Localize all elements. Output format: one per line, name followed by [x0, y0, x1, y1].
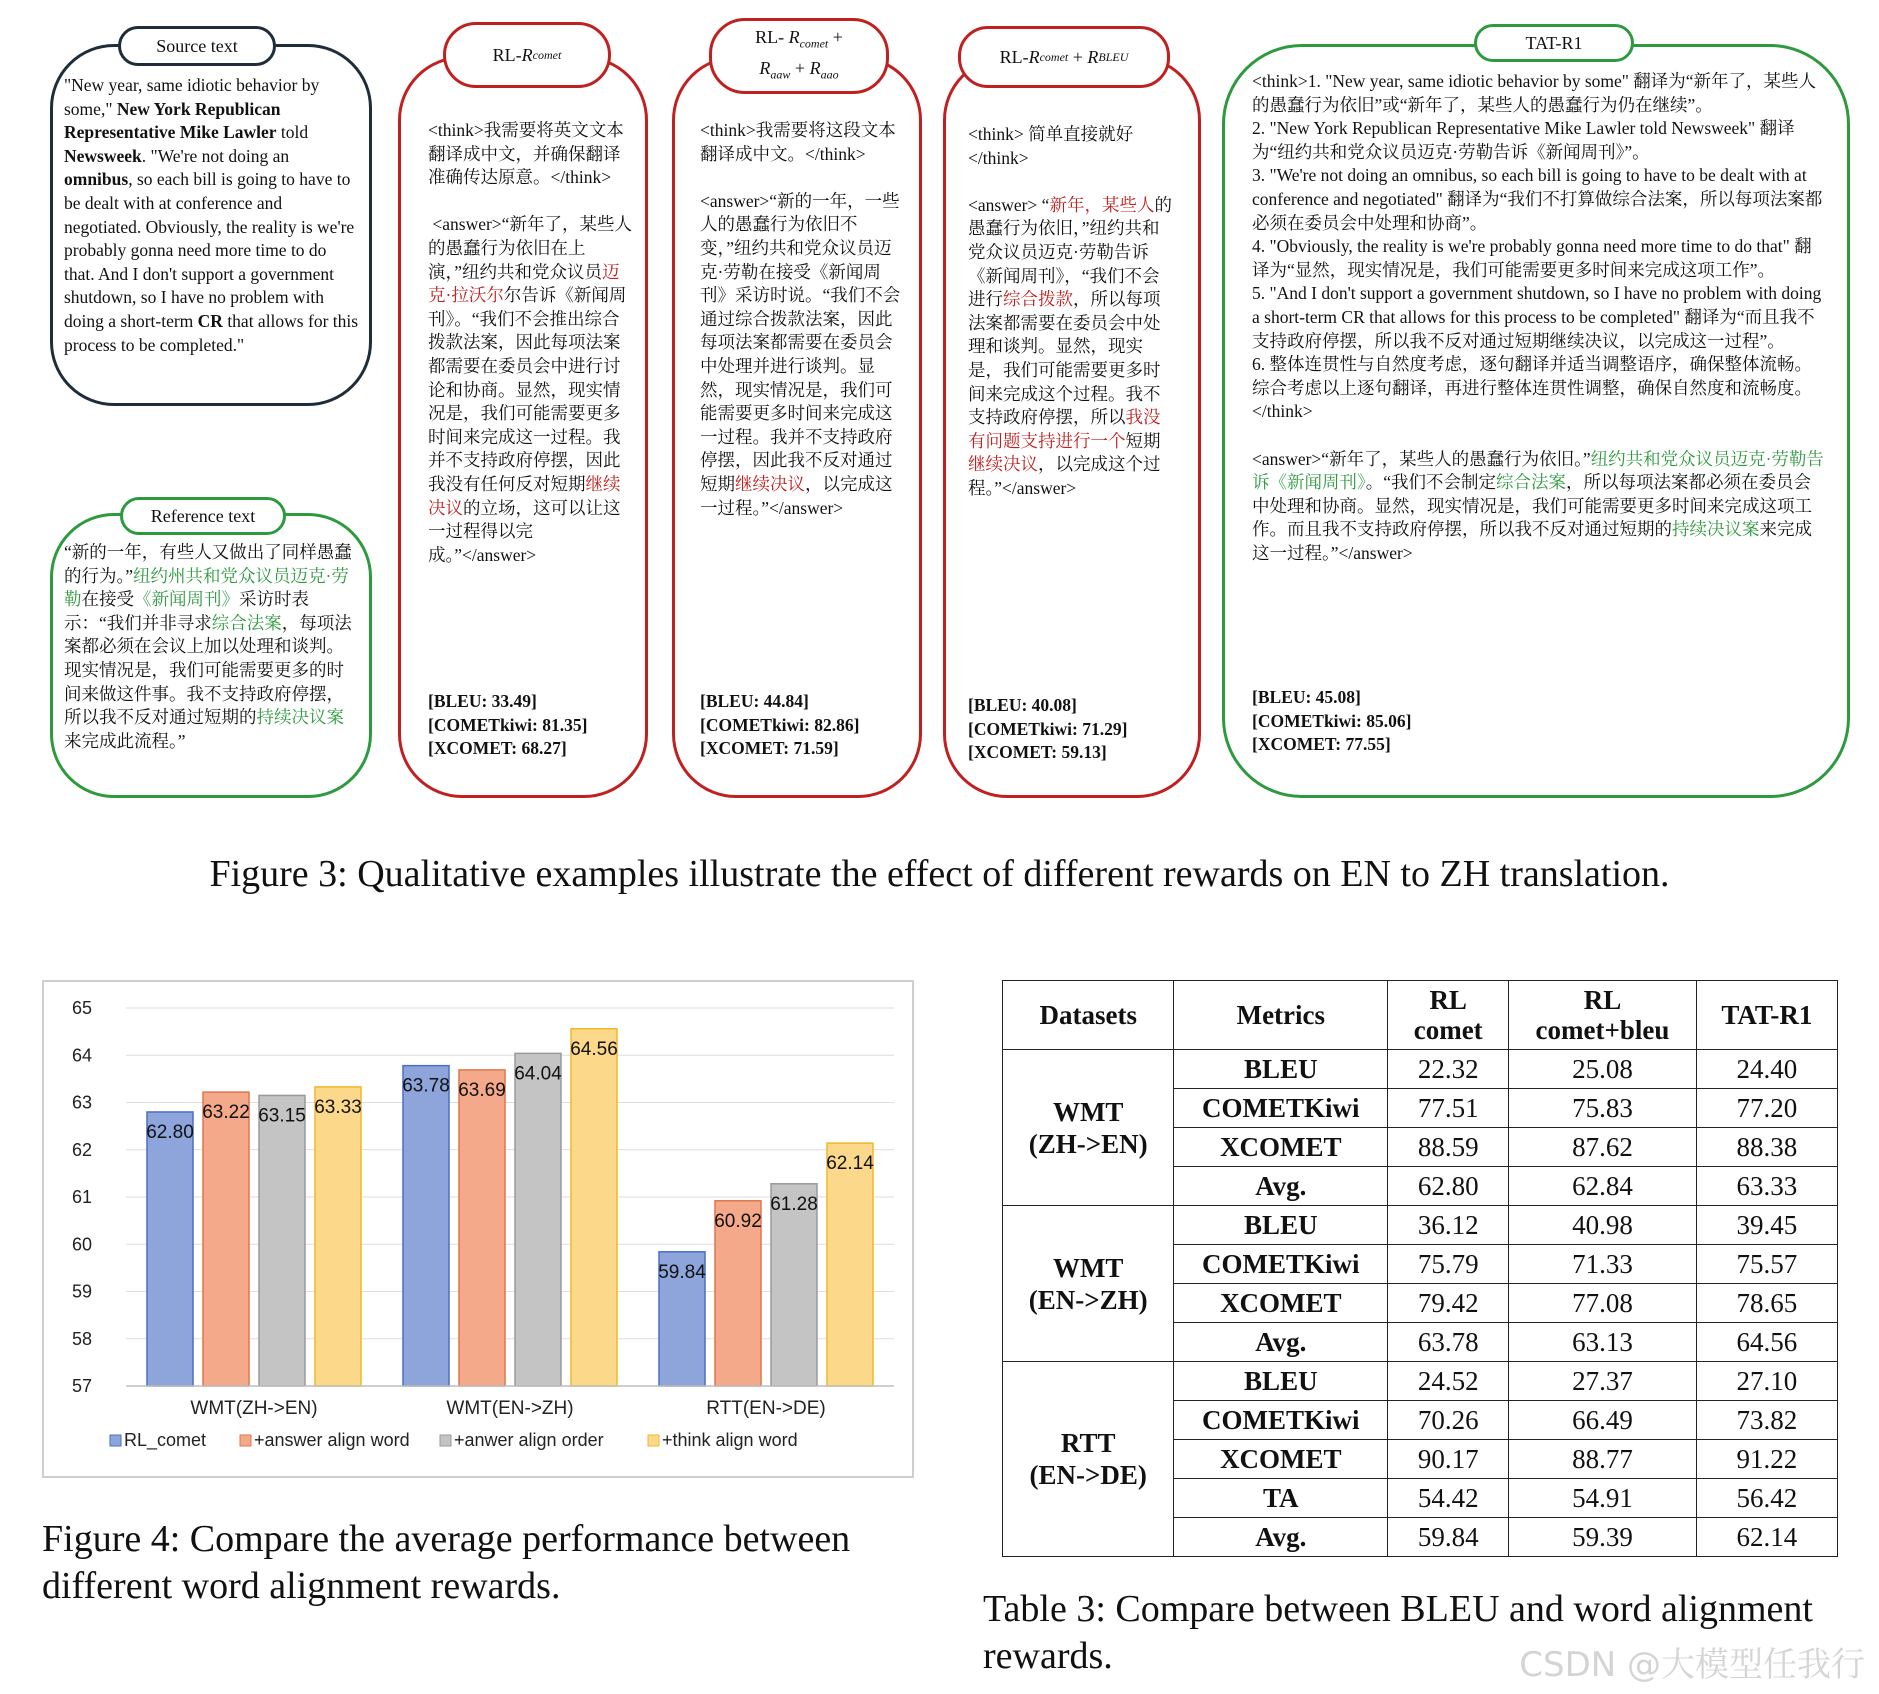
text-run: 来完成这一过程。”</answer>: [1252, 519, 1812, 563]
text-run: 纽约共和党众议员迈克·劳勒告诉《新闻周刊》: [1252, 448, 1824, 493]
x-tick-label: RTT(EN->DE): [706, 1398, 826, 1419]
text-run: 继续决议: [968, 454, 1038, 475]
value-cell: 88.77: [1509, 1440, 1697, 1479]
value-cell: 70.26: [1388, 1401, 1509, 1440]
value-cell: 59.84: [1388, 1518, 1509, 1557]
text-run: . "We're not doing an: [141, 145, 294, 166]
dataset-cell: RTT (EN->DE): [1003, 1362, 1174, 1557]
text-run: 综合法案: [211, 612, 282, 633]
value-cell: 90.17: [1388, 1440, 1509, 1479]
text-run: 新年，某些人: [1049, 194, 1155, 215]
table-3: [1002, 980, 1838, 1557]
text-run: CR: [197, 310, 223, 331]
value-cell: 54.91: [1509, 1479, 1697, 1518]
text-run: 继续决议: [735, 473, 805, 494]
text-run: "New year, same idiotic behavior by some,": [64, 75, 324, 119]
text-run: <think>1. "New year, same idiotic behavior by some" 翻译为“新年了，某些人的愚蠢行为依旧”或“新年了，某些人的愚蠢行为仍在继续”。 2. "New York Republican Representative Mike Lawler told Newsweek" 翻译为“纽约共和党众议员迈克·劳勒告诉《新闻周刊》”。 3. "We're not doing an omnibus, so each bill is going to have to be dealt with at conference and negotiated" 翻译为“我们不打算做综合法案，所以每项法案都必须在委员会中处理和协商”。 4. "Obviously, the reality is we're probably gonna need more time to do that" 翻译为“显然，现实情况是，我们可能需要更多时间来完成这项工作”。 5. "And I don't support a government shutdown, so I have no problem with doing a short-term CR that allows for this process to be completed" 翻译为“而且我不支持政府停摆，所以我不反对通过短期继续决议，以完成这一过程”。 6. 整体连贯性与自然度考虑，逐句翻译并适当调整语序，确保整体流畅。 综合考虑以上逐句翻译，再进行整体连贯性调整，确保自然度和流畅度。</think> <answer>“新年了，某些人的愚蠢行为依旧。”: [1252, 71, 1823, 469]
value-cell: 39.45: [1696, 1206, 1837, 1245]
metric-cell: BLEU: [1174, 1362, 1388, 1401]
value-cell: 79.42: [1388, 1284, 1509, 1323]
text-run: <think>我需要将这段文本翻译成中文。</think> <answer>“新的一年，一些人的愚蠢行为依旧不变，”纽约共和党众议员迈克·劳勒在接受《新闻周刊》采访时说。“我们不会通过综合拨款法案，因此每项法案都需要在委员会中处理并进行谈判。显然，现实情况是，我们可能需要更多时间来完成这一过程。我并不支持政府停摆，因此我不反对通过短期: [700, 120, 901, 494]
legend-label: +answer align word: [254, 1430, 410, 1450]
text-run: 《新闻周刊》: [134, 589, 239, 610]
value-cell: 75.83: [1509, 1089, 1697, 1128]
metric-cell: BLEU: [1174, 1206, 1388, 1245]
y-tick-label: 60: [71, 1234, 93, 1255]
bar: [147, 1112, 193, 1386]
text-run: 迈克·拉沃尔: [428, 261, 620, 306]
x-tick-label: WMT(ZH->EN): [190, 1398, 318, 1419]
value-cell: 91.22: [1696, 1440, 1837, 1479]
value-cell: 62.14: [1696, 1518, 1837, 1557]
y-tick-label: 59: [71, 1281, 93, 1302]
rl-comet-bleu-tag: RL- R comet + R BLEU: [958, 26, 1170, 88]
value-cell: 77.08: [1509, 1284, 1697, 1323]
value-cell: 63.33: [1696, 1167, 1837, 1206]
legend-label: +think align word: [662, 1430, 798, 1450]
text-run: 。“我们不会制定: [1365, 472, 1497, 493]
value-cell: 62.80: [1388, 1167, 1509, 1206]
rl-comet-align-scores: [BLEU: 44.84] [COMETkiwi: 82.86] [XCOMET: 71.59]: [700, 691, 860, 759]
text-run: “新的一年，有些人又做出了同样愚蠢的行为。”: [64, 542, 352, 586]
text-run: New York Republican Representative Mike Lawler: [64, 98, 285, 143]
bar: [459, 1070, 505, 1386]
table-header-cell: Metrics: [1174, 981, 1388, 1050]
rl-comet-tag: RL- R comet: [443, 22, 611, 88]
text-run: 短期: [1125, 430, 1161, 451]
metric-cell: COMETKiwi: [1174, 1401, 1388, 1440]
source-text-tag: Source text: [118, 26, 276, 66]
tat-r1-body: [1252, 70, 1824, 565]
table-header-cell: Datasets: [1003, 981, 1174, 1050]
text-run: 持续决议案: [256, 707, 344, 728]
text-run: , so each bill is going to have to be dealt with at conference and negotiated. Obviously, the reality is we're probably gonna need more time to do that. And I don't support a government shutdown, so I have no problem with doing a short-term: [64, 169, 359, 331]
figure-3-caption: Figure 3: Qualitative examples illustrate the effect of different rewards on EN to ZH translation.: [209, 853, 1670, 895]
value-cell: 77.20: [1696, 1089, 1837, 1128]
table-3-caption: Table 3: Compare between BLEU and word alignment rewards.: [983, 1588, 1813, 1677]
table-header-cell: RL comet: [1388, 981, 1509, 1050]
bar: [571, 1029, 617, 1386]
y-tick-label: 64: [71, 1045, 93, 1066]
text-run: <think> 简单直接就好</think> <answer> “: [968, 124, 1134, 215]
text-run: ，所以每项法案都需要在委员会中处理和谈判。显然，现实是，我们可能需要更多时间来完成这个过程。我不支持政府停摆，所以: [968, 289, 1161, 428]
metric-cell: XCOMET: [1174, 1440, 1388, 1479]
bar: [827, 1143, 873, 1386]
metric-cell: XCOMET: [1174, 1284, 1388, 1323]
metric-cell: XCOMET: [1174, 1128, 1388, 1167]
value-cell: 40.98: [1509, 1206, 1697, 1245]
reference-text-tag: Reference text: [120, 497, 286, 535]
value-cell: 88.38: [1696, 1128, 1837, 1167]
value-cell: 25.08: [1509, 1050, 1697, 1089]
text-run: 的愚蠢行为依旧，”纽约共和党众议员迈克·劳勒告诉《新闻周刊》，“我们不会进行: [968, 194, 1172, 310]
value-cell: 27.10: [1696, 1362, 1837, 1401]
value-cell: 77.51: [1388, 1089, 1509, 1128]
value-cell: 36.12: [1388, 1206, 1509, 1245]
value-cell: 27.37: [1509, 1362, 1697, 1401]
text-run: ，以完成这一过程。”</answer>: [700, 473, 893, 518]
value-cell: 75.79: [1388, 1245, 1509, 1284]
metric-cell: Avg.: [1174, 1167, 1388, 1206]
text-run: 我没有问题支持进行一个: [968, 407, 1161, 451]
y-tick-label: 65: [71, 998, 93, 1018]
legend-swatch: [110, 1435, 121, 1446]
value-cell: 71.33: [1509, 1245, 1697, 1284]
text-run: 继续决议: [428, 473, 621, 518]
bar-chart: [44, 982, 912, 1476]
text-run: ，每项法案都必须在会议上加以处理和谈判。现实情况是，我们可能需要更多的时间来做这件事。我不支持政府停摆，所以我不反对通过短期的: [64, 612, 352, 728]
value-cell: 63.13: [1509, 1323, 1697, 1362]
dataset-cell: WMT (EN->ZH): [1003, 1206, 1174, 1362]
y-tick-label: 63: [71, 1092, 93, 1113]
rl-comet-bleu-body: [968, 123, 1176, 501]
x-tick-label: WMT(EN->ZH): [446, 1398, 574, 1419]
metric-cell: TA: [1174, 1479, 1388, 1518]
data-label: 61.28: [770, 1193, 818, 1215]
bar: [203, 1092, 249, 1386]
legend-label: RL_comet: [124, 1430, 207, 1450]
value-cell: 75.57: [1696, 1245, 1837, 1284]
bar: [403, 1066, 449, 1386]
data-label: 63.78: [402, 1075, 450, 1097]
source-text-body: [64, 74, 363, 357]
text-run: omnibus: [64, 169, 129, 190]
legend-swatch: [240, 1435, 251, 1446]
rl-comet-tag-label: RL-: [492, 45, 522, 65]
value-cell: 88.59: [1388, 1128, 1509, 1167]
rl-comet-align-tag: RL- $R_{comet}$ + $R_{aaw} + R_{aao}$: [709, 18, 889, 94]
metric-cell: Avg.: [1174, 1518, 1388, 1557]
text-run: 尔告诉《新闻周刊》。“我们不会推出综合拨款法案，因此每项法案都需要在委员会中进行讨论和协商。显然，现实情况是，我们可能需要更多时间来完成这一过程。我并不支持政府停摆，因此我没有任何反对短期: [428, 285, 627, 494]
watermark: CSDN @大模型任我行: [1519, 1645, 1865, 1685]
value-cell: 62.84: [1509, 1167, 1697, 1206]
reference-text-body: [64, 541, 356, 753]
value-cell: 24.52: [1388, 1362, 1509, 1401]
data-label: 63.22: [202, 1102, 250, 1124]
y-tick-label: 62: [71, 1139, 93, 1160]
legend-swatch: [440, 1435, 451, 1446]
bar: [315, 1087, 361, 1386]
legend-label: +anwer align order: [454, 1430, 604, 1450]
metric-cell: Avg.: [1174, 1323, 1388, 1362]
tat-r1-tag: TAT-R1: [1474, 24, 1634, 62]
rl-comet-body: [428, 119, 632, 567]
table-row: [1003, 1050, 1838, 1089]
text-run: <think>我需要将英文文本翻译成中文，并确保翻译准确传达原意。</think> <answer>“新年了，某些人的愚蠢行为依旧在上演，”纽约共和党众议员: [428, 120, 632, 282]
text-run: 在接受: [81, 589, 134, 610]
table-header-cell: RL comet+bleu: [1509, 981, 1697, 1050]
value-cell: 87.62: [1509, 1128, 1697, 1167]
bar: [515, 1053, 561, 1386]
metric-cell: COMETKiwi: [1174, 1089, 1388, 1128]
text-run: 来完成此流程。”: [64, 730, 186, 751]
table-header-cell: TAT-R1: [1696, 981, 1837, 1050]
value-cell: 22.32: [1388, 1050, 1509, 1089]
figure-4-chart: [42, 980, 914, 1478]
table-row: [1003, 1362, 1838, 1401]
metric-cell: BLEU: [1174, 1050, 1388, 1089]
text-run: told: [276, 122, 313, 143]
text-run: 综合拨款: [1003, 289, 1073, 310]
y-tick-label: 61: [71, 1187, 93, 1207]
data-label: 60.92: [714, 1210, 762, 1232]
rl-comet-scores: [BLEU: 33.49] [COMETkiwi: 81.35] [XCOMET: 68.27]: [428, 691, 588, 759]
value-cell: 54.42: [1388, 1479, 1509, 1518]
rl-comet-align-body: [700, 119, 906, 520]
value-cell: 56.42: [1696, 1479, 1837, 1518]
data-label: 64.56: [570, 1038, 618, 1060]
value-cell: 59.39: [1509, 1518, 1697, 1557]
table-row: [1003, 1206, 1838, 1245]
text-run: 持续决议案: [1672, 519, 1760, 540]
data-label: 59.84: [658, 1261, 706, 1283]
data-label: 64.04: [514, 1063, 562, 1085]
metric-cell: COMETKiwi: [1174, 1245, 1388, 1284]
text-run: 采访时表示：“我们并非寻求: [64, 589, 309, 633]
value-cell: 78.65: [1696, 1284, 1837, 1323]
data-label: 63.69: [458, 1079, 506, 1101]
text-run: Newsweek: [64, 145, 142, 166]
tat-r1-scores: [BLEU: 45.08] [COMETkiwi: 85.06] [XCOMET: 77.55]: [1252, 687, 1412, 755]
value-cell: 64.56: [1696, 1323, 1837, 1362]
text-run: ，所以每项法案都必须在委员会中处理和协商。显然，现实情况是，我们可能需要更多时间来完成这项工作。而且我不支持政府停摆，所以我不反对通过短期的: [1252, 472, 1812, 540]
bar: [259, 1095, 305, 1386]
rl-comet-bleu-scores: [BLEU: 40.08] [COMETkiwi: 71.29] [XCOMET: 59.13]: [968, 695, 1128, 763]
text-run: that allows for this process to be completed.": [64, 310, 363, 355]
figure-4-caption: Figure 4: Compare the average performance between different word alignment rewards.: [42, 1518, 851, 1607]
text-run: 纽约州共和党众议员迈克·劳勒: [64, 565, 349, 610]
data-label: 63.15: [258, 1105, 306, 1127]
dataset-cell: WMT (ZH->EN): [1003, 1050, 1174, 1206]
text-run: 的立场，这可以让这一过程得以完成。”</answer>: [428, 497, 621, 565]
y-tick-label: 57: [71, 1376, 93, 1396]
value-cell: 73.82: [1696, 1401, 1837, 1440]
text-run: ，以完成这个过程。”</answer>: [968, 454, 1161, 498]
legend-swatch: [648, 1435, 659, 1446]
data-label: 63.33: [314, 1096, 362, 1118]
text-run: 综合法案: [1496, 472, 1567, 493]
data-label: 62.14: [826, 1153, 874, 1175]
y-tick-label: 58: [71, 1328, 93, 1349]
value-cell: 63.78: [1388, 1323, 1509, 1362]
value-cell: 66.49: [1509, 1401, 1697, 1440]
data-label: 62.80: [146, 1121, 194, 1143]
value-cell: 24.40: [1696, 1050, 1837, 1089]
